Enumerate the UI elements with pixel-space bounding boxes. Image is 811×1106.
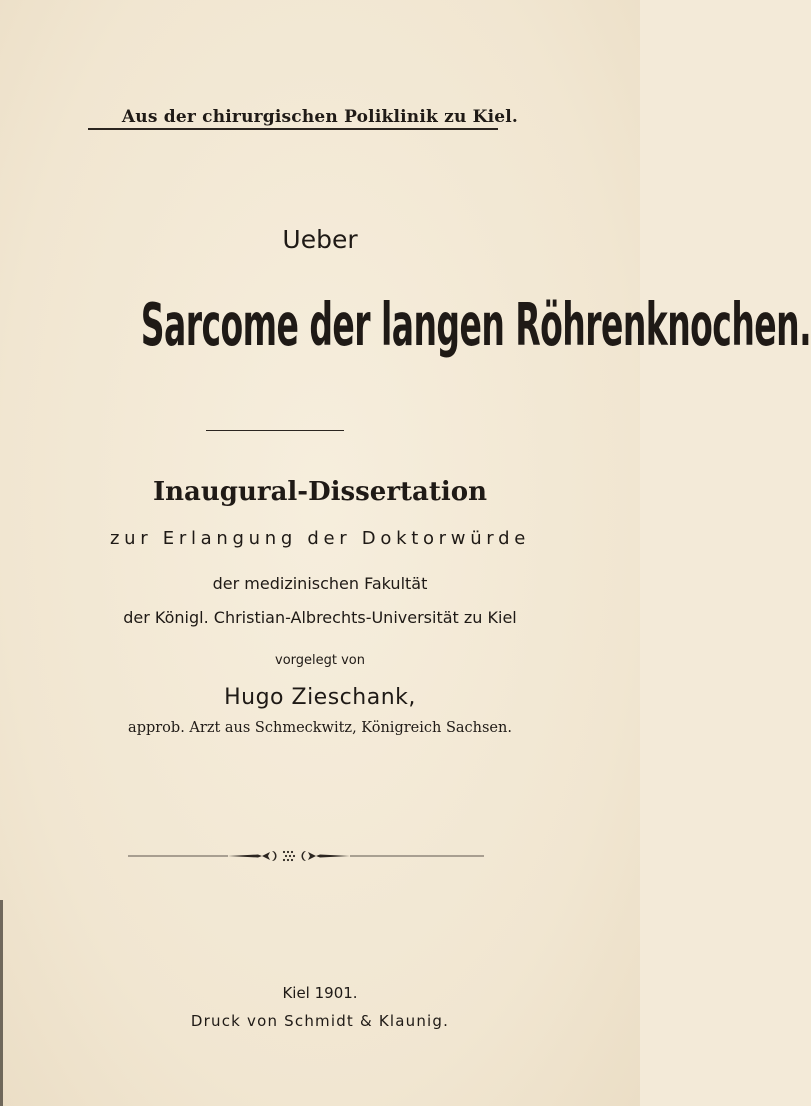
dissertation-purpose: zur Erlangung der Doktorwürde [110,528,530,549]
pre-title: Ueber [282,225,358,254]
printer-line: Druck von Schmidt & Klaunig. [190,1012,450,1030]
institution-header: Aus der chirurgischen Poliklinik zu Kiel. [121,107,519,127]
page-edge-shadow [0,900,3,1106]
author-name: Hugo Zieschank, [224,685,416,710]
place-and-year: Kiel 1901. [282,984,358,1002]
main-title: Sarcome der langen Röhrenknochen. [140,290,811,359]
presented-by: vorgelegt von [275,653,365,668]
title-divider [206,430,344,431]
university-line: der Königl. Christian-Albrechts-Universität zu Kiel [123,608,517,627]
faculty-line: der medizinischen Fakultät [212,574,428,593]
dissertation-type: Inaugural-Dissertation [152,477,488,507]
header-underline [88,128,498,130]
decorative-divider-ornament [128,846,484,866]
author-details: approb. Arzt aus Schmeckwitz, Königreich Sachsen. [128,720,512,736]
